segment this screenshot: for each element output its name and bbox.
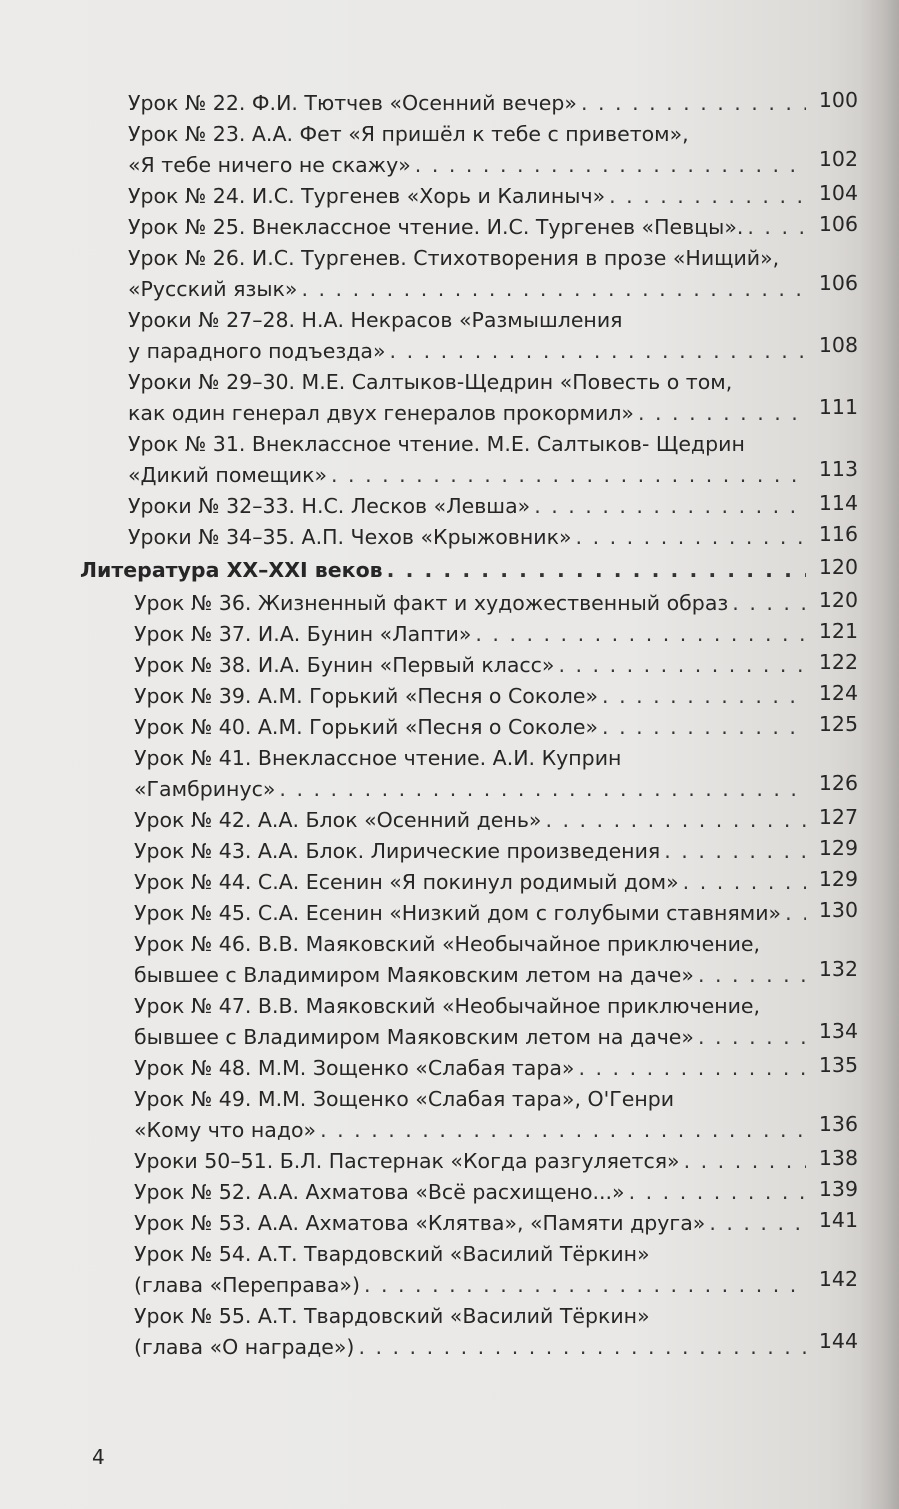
leader-dots bbox=[638, 398, 806, 429]
toc-entry-page: 141 bbox=[818, 1208, 858, 1232]
toc-entry-title: «Я тебе ничего не скажу» bbox=[128, 153, 411, 177]
toc-entry-title: Урок № 38. И.А. Бунин «Первый класс» bbox=[134, 653, 555, 677]
toc-entry-title-line: Урок № 55. А.Т. Твардовский «Василий Тёркин» bbox=[134, 1304, 650, 1328]
toc-entry-title: Урок № 44. С.А. Есенин «Я покинул родимый дом» bbox=[134, 870, 679, 894]
toc-entry bbox=[128, 898, 858, 929]
toc-entry-page: 108 bbox=[818, 333, 858, 357]
toc-entry-page: 139 bbox=[818, 1177, 858, 1201]
toc-entry-title: Урок № 43. А.А. Блок. Лирические произведения bbox=[134, 839, 661, 863]
toc-entry-title: Урок № 40. А.М. Горький «Песня о Соколе» bbox=[134, 715, 599, 739]
toc-entry-page: 116 bbox=[818, 522, 858, 546]
leader-dots bbox=[698, 960, 806, 991]
leader-dots bbox=[602, 712, 806, 743]
leader-dots bbox=[364, 1270, 806, 1301]
toc-entry-title: бывшее с Владимиром Маяковским летом на даче» bbox=[134, 1025, 694, 1049]
toc-entry-title: «Кому что надо» bbox=[134, 1118, 317, 1142]
leader-dots bbox=[387, 555, 806, 586]
toc-entry-page: 106 bbox=[818, 212, 858, 236]
toc-entry-page: 124 bbox=[818, 681, 858, 705]
toc-entry-title-line: Урок № 47. В.В. Маяковский «Необычайное приключение, bbox=[134, 994, 761, 1018]
toc-entry bbox=[128, 522, 858, 553]
leader-dots bbox=[558, 650, 806, 681]
toc-entry bbox=[128, 1146, 858, 1177]
toc-section-heading bbox=[80, 555, 858, 586]
leader-dots bbox=[578, 1053, 806, 1084]
toc-entry-page: 136 bbox=[818, 1112, 858, 1136]
toc-entry bbox=[128, 429, 858, 491]
toc-entry bbox=[128, 305, 858, 367]
toc-entry-title-line: Урок № 54. А.Т. Твардовский «Василий Тёркин» bbox=[134, 1242, 650, 1266]
toc-entry-title: у парадного подъезда» bbox=[128, 339, 386, 363]
toc-entry-page: 113 bbox=[818, 457, 858, 481]
toc-entry bbox=[128, 619, 858, 650]
toc-entry bbox=[128, 650, 858, 681]
toc-entry-title: Урок № 36. Жизненный факт и художественный образ bbox=[134, 591, 729, 615]
toc-entry-title: как один генерал двух генералов прокормил» bbox=[128, 401, 634, 425]
leader-dots bbox=[358, 1332, 806, 1363]
toc-entry-page: 135 bbox=[818, 1053, 858, 1077]
leader-dots bbox=[576, 522, 806, 553]
toc-entry-title: Уроки № 32–33. Н.С. Лесков «Левша» bbox=[128, 494, 531, 518]
toc-entry bbox=[128, 712, 858, 743]
toc-entry-title: Урок № 37. И.А. Бунин «Лапти» bbox=[134, 622, 472, 646]
toc-list-bottom bbox=[128, 588, 858, 1363]
leader-dots bbox=[684, 1146, 806, 1177]
toc-entry-title-line: Уроки № 29–30. М.Е. Салтыков-Щедрин «Повесть о том, bbox=[128, 370, 733, 394]
toc-entry-title: бывшее с Владимиром Маяковским летом на даче» bbox=[134, 963, 694, 987]
leader-dots bbox=[709, 1208, 806, 1239]
leader-dots bbox=[534, 491, 806, 522]
toc-entry-page: 102 bbox=[818, 147, 858, 171]
toc-entry-title-line: Уроки № 27–28. Н.А. Некрасов «Размышления bbox=[128, 308, 623, 332]
leader-dots bbox=[415, 150, 806, 181]
toc-entry bbox=[128, 1239, 858, 1301]
table-of-contents bbox=[80, 88, 858, 1363]
toc-entry-title: Урок № 48. М.М. Зощенко «Слабая тара» bbox=[134, 1056, 575, 1080]
leader-dots bbox=[602, 681, 806, 712]
toc-entry-title: (глава «О награде») bbox=[134, 1335, 355, 1359]
toc-list-top bbox=[128, 88, 858, 553]
toc-entry bbox=[128, 88, 858, 119]
toc-entry-title: Урок № 39. А.М. Горький «Песня о Соколе» bbox=[134, 684, 599, 708]
toc-entry bbox=[128, 119, 858, 181]
leader-dots bbox=[664, 836, 806, 867]
toc-entry-page: 127 bbox=[818, 805, 858, 829]
toc-entry-title: (глава «Переправа») bbox=[134, 1273, 360, 1297]
toc-entry-title-line: Урок № 41. Внеклассное чтение. А.И. Куприн bbox=[134, 746, 622, 770]
leader-dots bbox=[747, 212, 806, 243]
leader-dots bbox=[390, 336, 806, 367]
toc-entry-page: 129 bbox=[818, 867, 858, 891]
toc-entry-page: 134 bbox=[818, 1019, 858, 1043]
leader-dots bbox=[279, 774, 806, 805]
leader-dots bbox=[785, 898, 806, 929]
page-number: 4 bbox=[92, 1445, 105, 1469]
toc-entry-title-line: Урок № 49. М.М. Зощенко «Слабая тара», О'Генри bbox=[134, 1087, 675, 1111]
leader-dots bbox=[609, 181, 806, 212]
toc-entry-page: 142 bbox=[818, 1267, 858, 1291]
toc-entry-page: 120 bbox=[818, 588, 858, 612]
toc-entry-title: Урок № 53. А.А. Ахматова «Клятва», «Памяти друга» bbox=[134, 1211, 706, 1235]
toc-entry bbox=[128, 681, 858, 712]
toc-entry-page: 114 bbox=[818, 491, 858, 515]
toc-entry-title-line: Урок № 26. И.С. Тургенев. Стихотворения в прозе «Нищий», bbox=[128, 246, 780, 270]
toc-entry-page: 106 bbox=[818, 271, 858, 295]
toc-entry-title: Уроки 50–51. Б.Л. Пастернак «Когда разгуляется» bbox=[134, 1149, 680, 1173]
toc-entry-page: 130 bbox=[818, 898, 858, 922]
toc-entry-page: 144 bbox=[818, 1329, 858, 1353]
toc-entry bbox=[128, 991, 858, 1053]
leader-dots bbox=[545, 805, 806, 836]
toc-entry-page: 125 bbox=[818, 712, 858, 736]
toc-entry bbox=[128, 1084, 858, 1146]
toc-entry bbox=[128, 929, 858, 991]
toc-entry bbox=[128, 1053, 858, 1084]
toc-entry-page: 100 bbox=[818, 88, 858, 112]
toc-entry-title: «Дикий помещик» bbox=[128, 463, 328, 487]
toc-entry bbox=[128, 243, 858, 305]
toc-entry bbox=[128, 1177, 858, 1208]
toc-entry bbox=[128, 367, 858, 429]
toc-entry-page: 129 bbox=[818, 836, 858, 860]
toc-entry-title-line: Урок № 31. Внеклассное чтение. М.Е. Салтыков- Щедрин bbox=[128, 432, 745, 456]
leader-dots bbox=[732, 588, 806, 619]
toc-entry-title: Уроки № 34–35. А.П. Чехов «Крыжовник» bbox=[128, 525, 572, 549]
page-edge-shadow bbox=[859, 0, 899, 1509]
toc-entry-title: Урок № 52. А.А. Ахматова «Всё расхищено...» bbox=[134, 1180, 625, 1204]
leader-dots bbox=[698, 1022, 806, 1053]
leader-dots bbox=[331, 460, 806, 491]
toc-entry-title: Урок № 22. Ф.И. Тютчев «Осенний вечер» bbox=[128, 91, 577, 115]
toc-entry bbox=[128, 588, 858, 619]
toc-entry-page: 138 bbox=[818, 1146, 858, 1170]
toc-entry bbox=[128, 743, 858, 805]
toc-entry-page: 132 bbox=[818, 957, 858, 981]
toc-entry-page: 121 bbox=[818, 619, 858, 643]
toc-entry-page: 122 bbox=[818, 650, 858, 674]
toc-entry bbox=[128, 491, 858, 522]
section-title: Литература XX–XXI веков bbox=[80, 558, 383, 582]
leader-dots bbox=[301, 274, 806, 305]
toc-entry-title-line: Урок № 23. А.А. Фет «Я пришёл к тебе с приветом», bbox=[128, 122, 689, 146]
toc-entry-title: Урок № 24. И.С. Тургенев «Хорь и Калиныч» bbox=[128, 184, 606, 208]
toc-entry bbox=[128, 212, 858, 243]
toc-entry bbox=[128, 867, 858, 898]
section-page: 120 bbox=[818, 555, 858, 579]
leader-dots bbox=[683, 867, 806, 898]
toc-entry-title-line: Урок № 46. В.В. Маяковский «Необычайное приключение, bbox=[134, 932, 761, 956]
toc-entry-page: 104 bbox=[818, 181, 858, 205]
leader-dots bbox=[320, 1115, 806, 1146]
toc-entry-title: Урок № 42. А.А. Блок «Осенний день» bbox=[134, 808, 542, 832]
toc-entry-title: Урок № 45. С.А. Есенин «Низкий дом с голубыми ставнями» bbox=[134, 901, 782, 925]
toc-entry bbox=[128, 181, 858, 212]
toc-entry bbox=[128, 836, 858, 867]
leader-dots bbox=[629, 1177, 806, 1208]
toc-entry bbox=[128, 805, 858, 836]
toc-entry bbox=[128, 1301, 858, 1363]
leader-dots bbox=[581, 88, 806, 119]
toc-entry-title: «Гамбринус» bbox=[134, 777, 276, 801]
toc-entry-title: Урок № 25. Внеклассное чтение. И.С. Тургенев «Певцы». bbox=[128, 215, 744, 239]
toc-entry-page: 111 bbox=[818, 395, 858, 419]
toc-entry bbox=[128, 1208, 858, 1239]
leader-dots bbox=[475, 619, 806, 650]
toc-entry-title: «Русский язык» bbox=[128, 277, 298, 301]
toc-entry-page: 126 bbox=[818, 771, 858, 795]
